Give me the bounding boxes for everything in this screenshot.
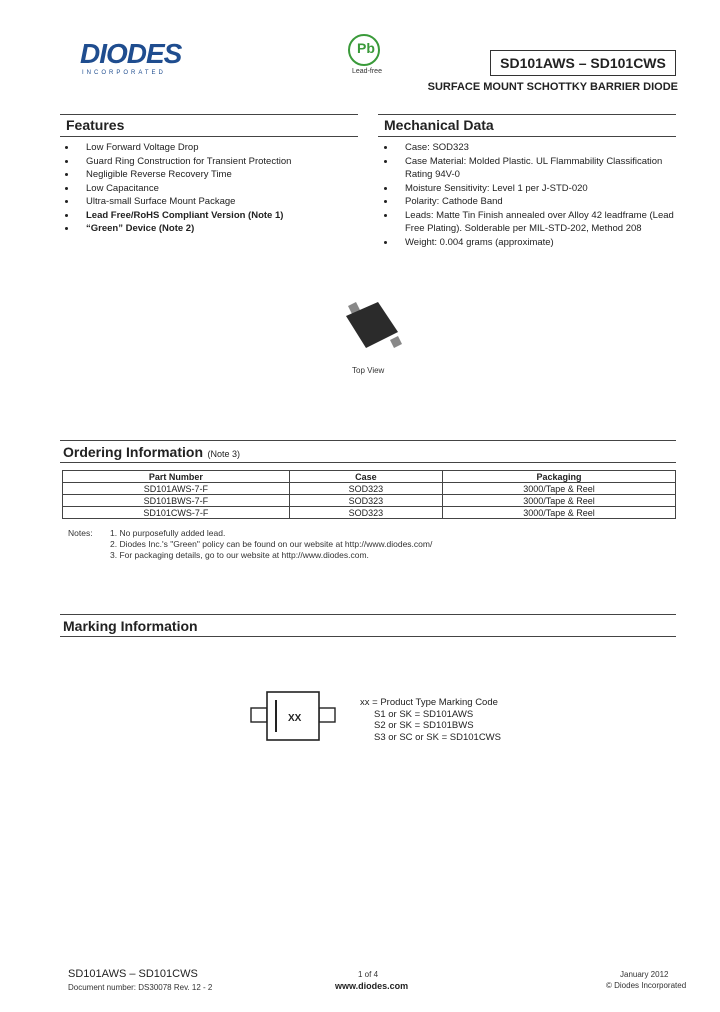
note-2: 2. Diodes Inc.'s "Green" policy can be found on our website at http://www.diodes.com/	[110, 539, 433, 549]
note-1: 1. No purposefully added lead.	[110, 528, 226, 538]
cell-packaging: 3000/Tape & Reel	[443, 495, 676, 507]
table-row	[63, 507, 676, 519]
col-packaging: Packaging	[443, 471, 676, 483]
mechanical-list	[382, 141, 678, 249]
ordering-heading: Ordering Information	[63, 444, 203, 460]
diodes-logo: DIODES	[80, 38, 182, 69]
mechanical-item: Weight: 0.004 grams (approximate)	[382, 236, 678, 250]
package-lead-right	[390, 336, 402, 348]
cell-case: SOD323	[289, 495, 442, 507]
footer-website[interactable]: www.diodes.com	[335, 981, 409, 991]
top-view-caption: Top View	[352, 366, 385, 375]
ordering-heading-note: (Note 3)	[207, 449, 240, 459]
cell-packaging: 3000/Tape & Reel	[443, 507, 676, 519]
mechanical-item: Polarity: Cathode Band	[382, 195, 678, 209]
features-rule-top	[60, 114, 358, 115]
footer-part-range: SD101AWS – SD101CWS	[68, 968, 198, 980]
feature-item: Ultra-small Surface Mount Package	[63, 195, 363, 209]
page-subtitle: SURFACE MOUNT SCHOTTKY BARRIER DIODE	[427, 81, 678, 93]
mechanical-item: Case Material: Molded Plastic. UL Flammability Classification Rating 94V-0	[382, 155, 678, 182]
cell-part: SD101CWS-7-F	[63, 507, 290, 519]
marking-code: XX	[288, 713, 302, 724]
marking-legend-line: xx = Product Type Marking Code	[360, 697, 498, 708]
footer-doc-number: Document number: DS30078 Rev. 12 - 2	[68, 983, 213, 992]
feature-item: Low Forward Voltage Drop	[63, 141, 363, 155]
marking-legend-line: S3 or SC or SK = SD101CWS	[374, 731, 501, 743]
mechanical-item: Case: SOD323	[382, 141, 678, 155]
marking-lead-right	[319, 708, 335, 722]
ordering-rule-bottom	[60, 462, 676, 463]
ordering-heading-wrap	[63, 444, 240, 462]
footer-date: January 2012	[620, 970, 669, 979]
mechanical-heading: Mechanical Data	[384, 117, 494, 133]
features-rule-bottom	[60, 136, 358, 137]
logo-subtext: INCORPORATED	[82, 70, 166, 76]
marking-legend	[360, 697, 501, 743]
notes-label: Notes:	[68, 528, 93, 538]
mechanical-item: Leads: Matte Tin Finish annealed over Alloy 42 leadframe (Lead Free Plating). Solderable per MIL-STD-202, Method 208	[382, 209, 678, 236]
notes-list	[110, 528, 650, 561]
cell-part: SD101BWS-7-F	[63, 495, 290, 507]
table-row	[63, 483, 676, 495]
note-3: 3. For packaging details, go to our website at http://www.diodes.com.	[110, 550, 369, 560]
feature-item: Low Capacitance	[63, 182, 363, 196]
ordering-header-row	[63, 471, 676, 483]
part-title: SD101AWS – SD101CWS	[490, 50, 676, 76]
cell-part: SD101AWS-7-F	[63, 483, 290, 495]
features-heading: Features	[66, 117, 125, 133]
package-image	[334, 296, 410, 356]
feature-item: Lead Free/RoHS Compliant Version (Note 1)	[63, 209, 363, 223]
cell-case: SOD323	[289, 507, 442, 519]
table-row	[63, 495, 676, 507]
col-part-number: Part Number	[63, 471, 290, 483]
pb-symbol: Pb	[357, 40, 375, 56]
ordering-rule-top	[60, 440, 676, 441]
cell-case: SOD323	[289, 483, 442, 495]
cell-packaging: 3000/Tape & Reel	[443, 483, 676, 495]
ordering-table	[62, 470, 676, 519]
feature-item: “Green” Device (Note 2)	[63, 222, 363, 236]
feature-item: Guard Ring Construction for Transient Protection	[63, 155, 363, 169]
mechanical-rule-bottom	[378, 136, 676, 137]
marking-legend-line: S1 or SK = SD101AWS	[374, 708, 474, 720]
col-case: Case	[289, 471, 442, 483]
features-list	[63, 141, 363, 236]
feature-item: Negligible Reverse Recovery Time	[63, 168, 363, 182]
marking-lead-left	[251, 708, 267, 722]
footer-copyright: © Diodes Incorporated	[606, 981, 687, 990]
mechanical-rule-top	[378, 114, 676, 115]
marking-legend-line: S2 or SK = SD101BWS	[374, 720, 474, 731]
marking-rule-top	[60, 614, 676, 615]
lead-free-label: Lead-free	[352, 68, 382, 75]
mechanical-item: Moisture Sensitivity: Level 1 per J-STD-020	[382, 182, 678, 196]
footer-page: 1 of 4	[358, 970, 379, 979]
marking-heading: Marking Information	[63, 618, 198, 634]
marking-rule-bottom	[60, 636, 676, 637]
